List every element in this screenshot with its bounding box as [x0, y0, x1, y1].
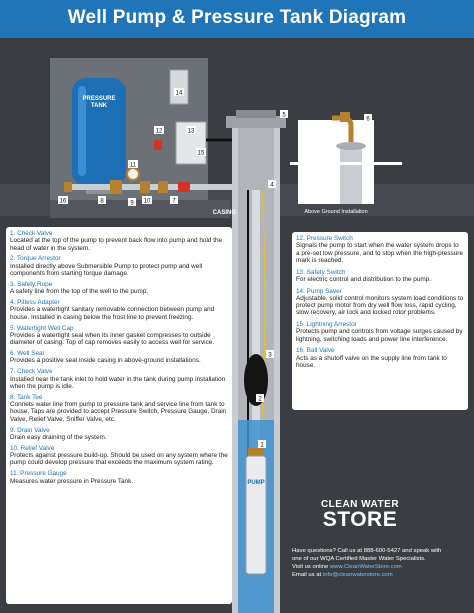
pressure-switch-icon	[154, 140, 162, 150]
info-item	[10, 281, 228, 296]
info-item	[10, 255, 228, 277]
info-item-description: Acts as a shutoff valve on the supply line from tank to house.	[296, 354, 447, 370]
page-title: Well Pump & Pressure Tank Diagram	[67, 7, 407, 28]
check-valve-icon	[158, 181, 168, 193]
info-item	[296, 321, 464, 343]
info-item-description: Provides a watertight seal when its inner gasket compresses to outside diameter of casing. Top of cap removes easily to access well for service.	[10, 331, 215, 347]
pump-saver-box	[170, 70, 188, 104]
footer-line-4	[292, 571, 470, 579]
callout-12	[154, 126, 164, 135]
inset-casing	[340, 148, 362, 204]
svg-text:7: 7	[172, 198, 176, 205]
callout-7	[170, 196, 178, 205]
frost-line-label-1: FROST	[304, 164, 325, 170]
info-item	[10, 427, 228, 442]
drain-valve-icon	[178, 182, 190, 192]
website-link[interactable]: www.CleanWaterStore.com	[329, 564, 402, 570]
info-item-title: 4. Pitless Adapter	[10, 299, 60, 307]
svg-text:2: 2	[258, 396, 262, 403]
info-item	[10, 470, 228, 485]
info-item	[296, 269, 464, 284]
info-item-title: 10. Relief Valve	[10, 444, 55, 452]
frost-line-label-2: LINE	[304, 171, 318, 177]
info-item-description: Installed near the tank inlet to hold water in the tank during pump installation when the pump is idle.	[10, 375, 226, 390]
logo-line-2: STORE	[322, 508, 398, 531]
svg-text:11: 11	[129, 162, 137, 169]
info-item-description: Signals the pump to start when the water system drops to a pre-set low pressure, and to stop when the high-pressure mark is reached.	[296, 242, 463, 264]
callout-3	[266, 350, 274, 359]
contact-footer	[292, 547, 470, 579]
info-item-description: Located at the top of the pump to prevent back flow into pump and hold the head of water in the system.	[10, 237, 223, 252]
callout-6	[364, 114, 372, 123]
tank-label-2: TANK	[90, 103, 108, 109]
info-item-title: 16. Ball Valve	[296, 347, 335, 355]
info-item-description: Adjustable, solid control monitors system load conditions to protect pump motor from dry well flow loss, rapid cycling, slow recovery, air lock and locked rotor problems.	[296, 294, 464, 317]
info-item-title: 11. Pressure Gauge	[10, 470, 67, 478]
info-item-title: 7. Check Valve	[10, 368, 53, 376]
info-item-description: Provides a watertight sanitary removable connection between pump and house. Installed in casing below the frost line to prevent freezing.	[10, 306, 215, 321]
right-info-panel	[292, 232, 468, 410]
info-item	[10, 350, 228, 365]
callout-15	[196, 148, 206, 157]
info-item	[296, 347, 464, 369]
info-item-title: 14. Pump Saver	[296, 287, 342, 295]
info-item-title: 5. Watertight Well Cap	[10, 324, 74, 332]
well-cap-top	[236, 110, 276, 118]
info-item	[10, 445, 228, 467]
svg-text:3: 3	[268, 352, 272, 359]
svg-text:12: 12	[155, 128, 163, 135]
info-item-title: 2. Torque Arrestor	[10, 255, 61, 263]
svg-text:9: 9	[130, 200, 134, 207]
tank-tee	[110, 180, 122, 194]
callout-9	[128, 198, 136, 207]
footer-visit-label: Visit us online	[292, 564, 330, 570]
pressure-gauge-icon	[127, 168, 139, 180]
callout-10	[142, 196, 152, 205]
info-item-title: 1. Check Valve	[10, 230, 53, 237]
svg-text:15: 15	[197, 150, 205, 157]
inset-well-seal	[336, 142, 366, 150]
info-item-title: 15. Lightning Arrestor	[296, 321, 357, 329]
callout-11	[128, 160, 138, 169]
footer-email-label: Email us at	[292, 572, 323, 578]
info-item-title: 9. Drain Valve	[10, 426, 50, 434]
info-item	[10, 299, 228, 321]
svg-text:1: 1	[260, 442, 264, 449]
footer-line-3	[292, 563, 470, 571]
info-item-description: Measures water pressure in Pressure Tank.	[10, 477, 134, 485]
info-item-description: Connets water line from pump to pressure tank and service line from tank to house. Taps are provided to accept Pressure Switch, Pressure Gauge, Drain Valve, Relief Valve, Sniffer Valve, etc.	[10, 401, 227, 423]
footer-line-1: Have questions? Call us at 888-600-5427 and speak with	[292, 548, 442, 554]
callout-1	[258, 440, 266, 449]
casing-label: CASING	[212, 210, 236, 216]
info-item	[10, 394, 228, 423]
info-item	[10, 230, 228, 252]
svg-text:5: 5	[282, 112, 286, 119]
svg-text:10: 10	[143, 198, 151, 205]
floor-slab	[50, 200, 230, 218]
info-item-title: 3. Safety Rope	[10, 280, 53, 288]
callout-16	[58, 196, 68, 205]
info-item-description: A safety line from the top of the well to the pump.	[10, 288, 149, 296]
submersible-pump	[246, 456, 266, 574]
svg-text:16: 16	[59, 198, 67, 205]
info-item	[296, 288, 464, 317]
inset-fitting	[340, 112, 350, 122]
info-item-description: Drain easy draining of the system.	[10, 433, 107, 441]
callout-8	[98, 196, 106, 205]
info-item-title: 13. Safety Switch	[296, 268, 346, 276]
header-bar	[0, 0, 474, 38]
ball-valve-icon	[64, 182, 72, 192]
info-item-description: Provides a positive seal inside casing in above-ground installations.	[10, 357, 201, 365]
callout-14	[174, 88, 184, 97]
info-item-title: 6. Well Seal	[10, 350, 44, 358]
callout-5	[280, 110, 288, 119]
info-item-description: Installed directly above Submersible Pump to protect pump and well components from starting torque damage.	[10, 262, 203, 278]
above-ground-label: Above Ground Installation	[304, 209, 368, 215]
info-item	[296, 235, 464, 264]
svg-text:4: 4	[270, 182, 274, 189]
info-item	[10, 368, 228, 390]
left-info-panel	[6, 227, 232, 604]
info-item-description: Protects pump and controls from voltage surges caused by lightning, switching loads and power line interference.	[296, 328, 463, 343]
info-item-description: For electric control and distribution to the pump.	[296, 275, 431, 283]
info-item-title: 12. Pressure Switch	[296, 235, 353, 242]
callout-2	[256, 394, 264, 403]
relief-valve-icon	[140, 181, 150, 193]
svg-text:8: 8	[100, 198, 104, 205]
callout-13	[186, 126, 196, 135]
svg-text:13: 13	[187, 128, 195, 135]
info-item-description: Protects against pressure build-up. Should be used on any system where the pump could develop pressure that exceeds the maximum system rating.	[10, 452, 228, 467]
footer-line-2: one of our WQA Certified Master Water Specialists.	[292, 556, 426, 562]
info-item	[10, 325, 228, 347]
svg-text:14: 14	[175, 90, 183, 97]
email-link[interactable]: info@cleanwaterstore.com	[322, 572, 393, 578]
logo-line-1: CLEAN WATER	[320, 499, 400, 510]
svg-text:6: 6	[366, 116, 370, 123]
callout-4	[268, 180, 276, 189]
info-item-title: 8. Tank Tee	[10, 393, 43, 401]
pump-check-valve	[248, 448, 264, 456]
tank-label-1: PRESSURE	[82, 96, 116, 102]
pump-label: PUMP	[247, 480, 265, 486]
